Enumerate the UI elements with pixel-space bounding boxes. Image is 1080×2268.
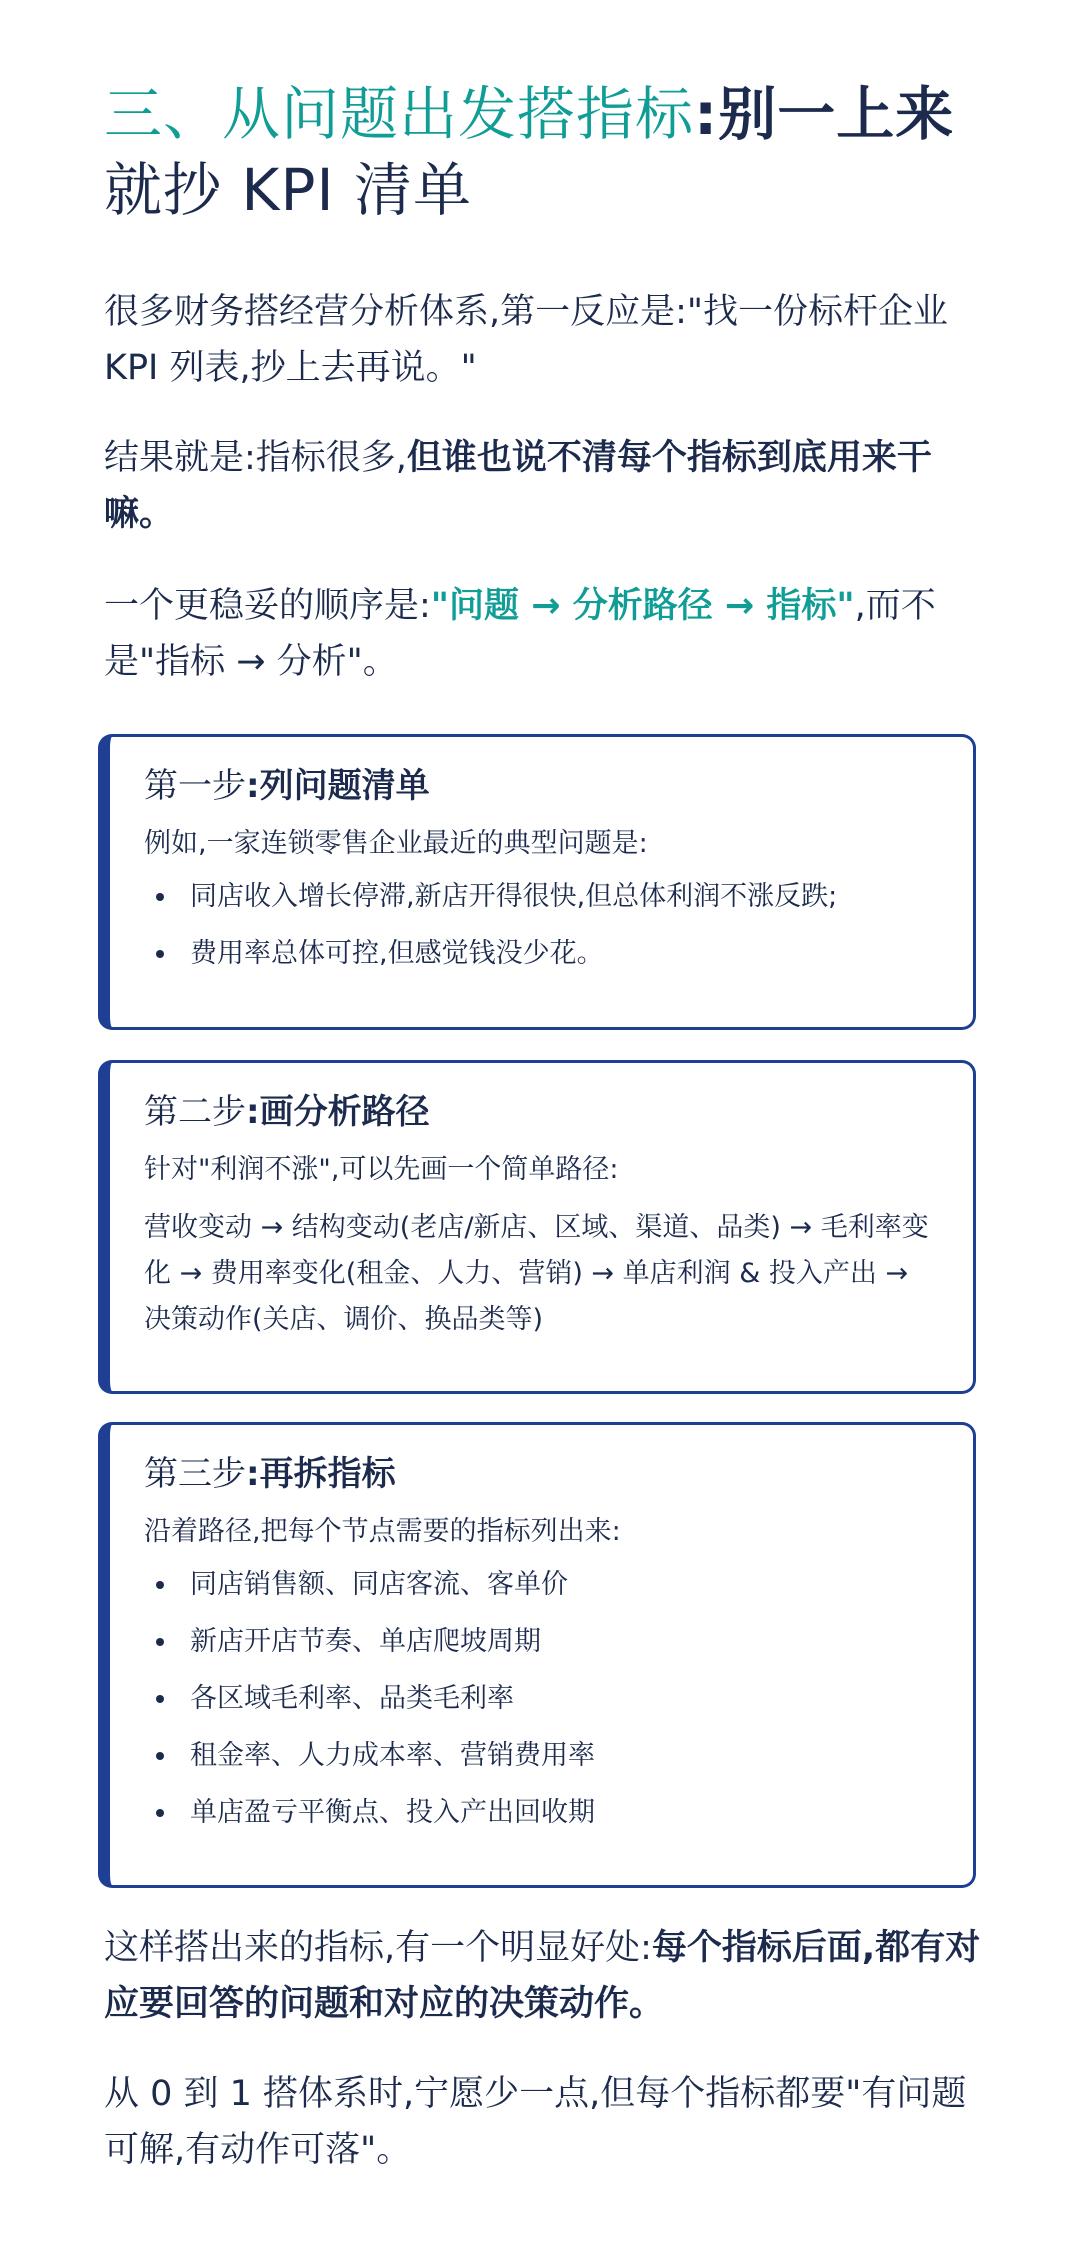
benefit-bold: 每个指标后面,都有对应要回答的问题和对应的决策动作。: [104, 1928, 981, 2024]
list-item: 各区域毛利率、品类毛利率: [144, 1679, 933, 1719]
bullet-icon: [156, 1695, 164, 1703]
bullet-icon: [156, 1809, 164, 1817]
step-list: [144, 877, 933, 974]
bullet-icon: [156, 1638, 164, 1646]
list-item: 费用率总体可控,但感觉钱没少花。: [144, 934, 933, 974]
step-heading: [144, 759, 933, 813]
step-list: [144, 1565, 933, 1833]
step-title: :再拆指标: [246, 1454, 396, 1494]
bullet-icon: [156, 1581, 164, 1589]
title-second-line: 就抄 KPI 清单: [104, 156, 472, 224]
bullet-icon: [156, 893, 164, 901]
list-item: 同店收入增长停滞,新店开得很快,但总体利润不涨反跌;: [144, 877, 933, 917]
step-heading: [144, 1447, 933, 1501]
title-colon-part: :别一上来: [694, 80, 955, 148]
benefit-plain: 这样搭出来的指标,有一个明显好处:: [104, 1928, 652, 1968]
order-paragraph: [104, 578, 984, 690]
step-card-3: [98, 1422, 976, 1888]
benefit-paragraph: [104, 1920, 984, 2032]
bullet-icon: [156, 1752, 164, 1760]
list-item: 租金率、人力成本率、营销费用率: [144, 1736, 933, 1776]
order-before: 一个更稳妥的顺序是:: [104, 586, 431, 626]
order-after: ,而不是"指标 → 分析"。: [104, 586, 936, 682]
title-highlight: 三、从问题出发搭指标: [104, 80, 695, 148]
step-heading: [144, 1085, 933, 1139]
list-item: 单店盈亏平衡点、投入产出回收期: [144, 1793, 933, 1833]
analysis-path: 营收变动 → 结构变动(老店/新店、区域、渠道、品类) → 毛利率变化 → 费用率变化(租金、人力、营销) → 单店利润 & 投入产出 → 决策动作(关店、调价、换品类等): [144, 1212, 929, 1335]
list-item: 新店开店节奏、单店爬坡周期: [144, 1622, 933, 1662]
result-plain: 结果就是:指标很多,: [104, 438, 407, 478]
result-bold: 但谁也说不清每个指标到底用来干嘛。: [104, 438, 932, 534]
step-label: 第一步: [144, 766, 246, 806]
step-card-1: [98, 734, 976, 1030]
result-paragraph: [104, 430, 984, 542]
step-intro: 沿着路径,把每个节点需要的指标列出来:: [144, 1516, 621, 1547]
step-label: 第二步: [144, 1092, 246, 1132]
page-title: [104, 0, 976, 228]
closing-paragraph: 从 0 到 1 搭体系时,宁愿少一点,但每个指标都要"有问题可解,有动作可落"。: [104, 2074, 967, 2170]
step-title: :画分析路径: [246, 1092, 430, 1132]
intro-paragraph: 很多财务搭经营分析体系,第一反应是:"找一份标杆企业 KPI 列表,抄上去再说。": [104, 292, 949, 388]
step-intro: 针对"利润不涨",可以先画一个简单路径:: [144, 1154, 619, 1185]
step-title: :列问题清单: [246, 766, 430, 806]
bullet-icon: [156, 950, 164, 958]
list-item: 同店销售额、同店客流、客单价: [144, 1565, 933, 1605]
order-highlight: "问题 → 分析路径 → 指标": [430, 586, 855, 626]
step-label: 第三步: [144, 1454, 246, 1494]
step-intro: 例如,一家连锁零售企业最近的典型问题是:: [144, 828, 648, 859]
step-card-2: [98, 1060, 976, 1394]
